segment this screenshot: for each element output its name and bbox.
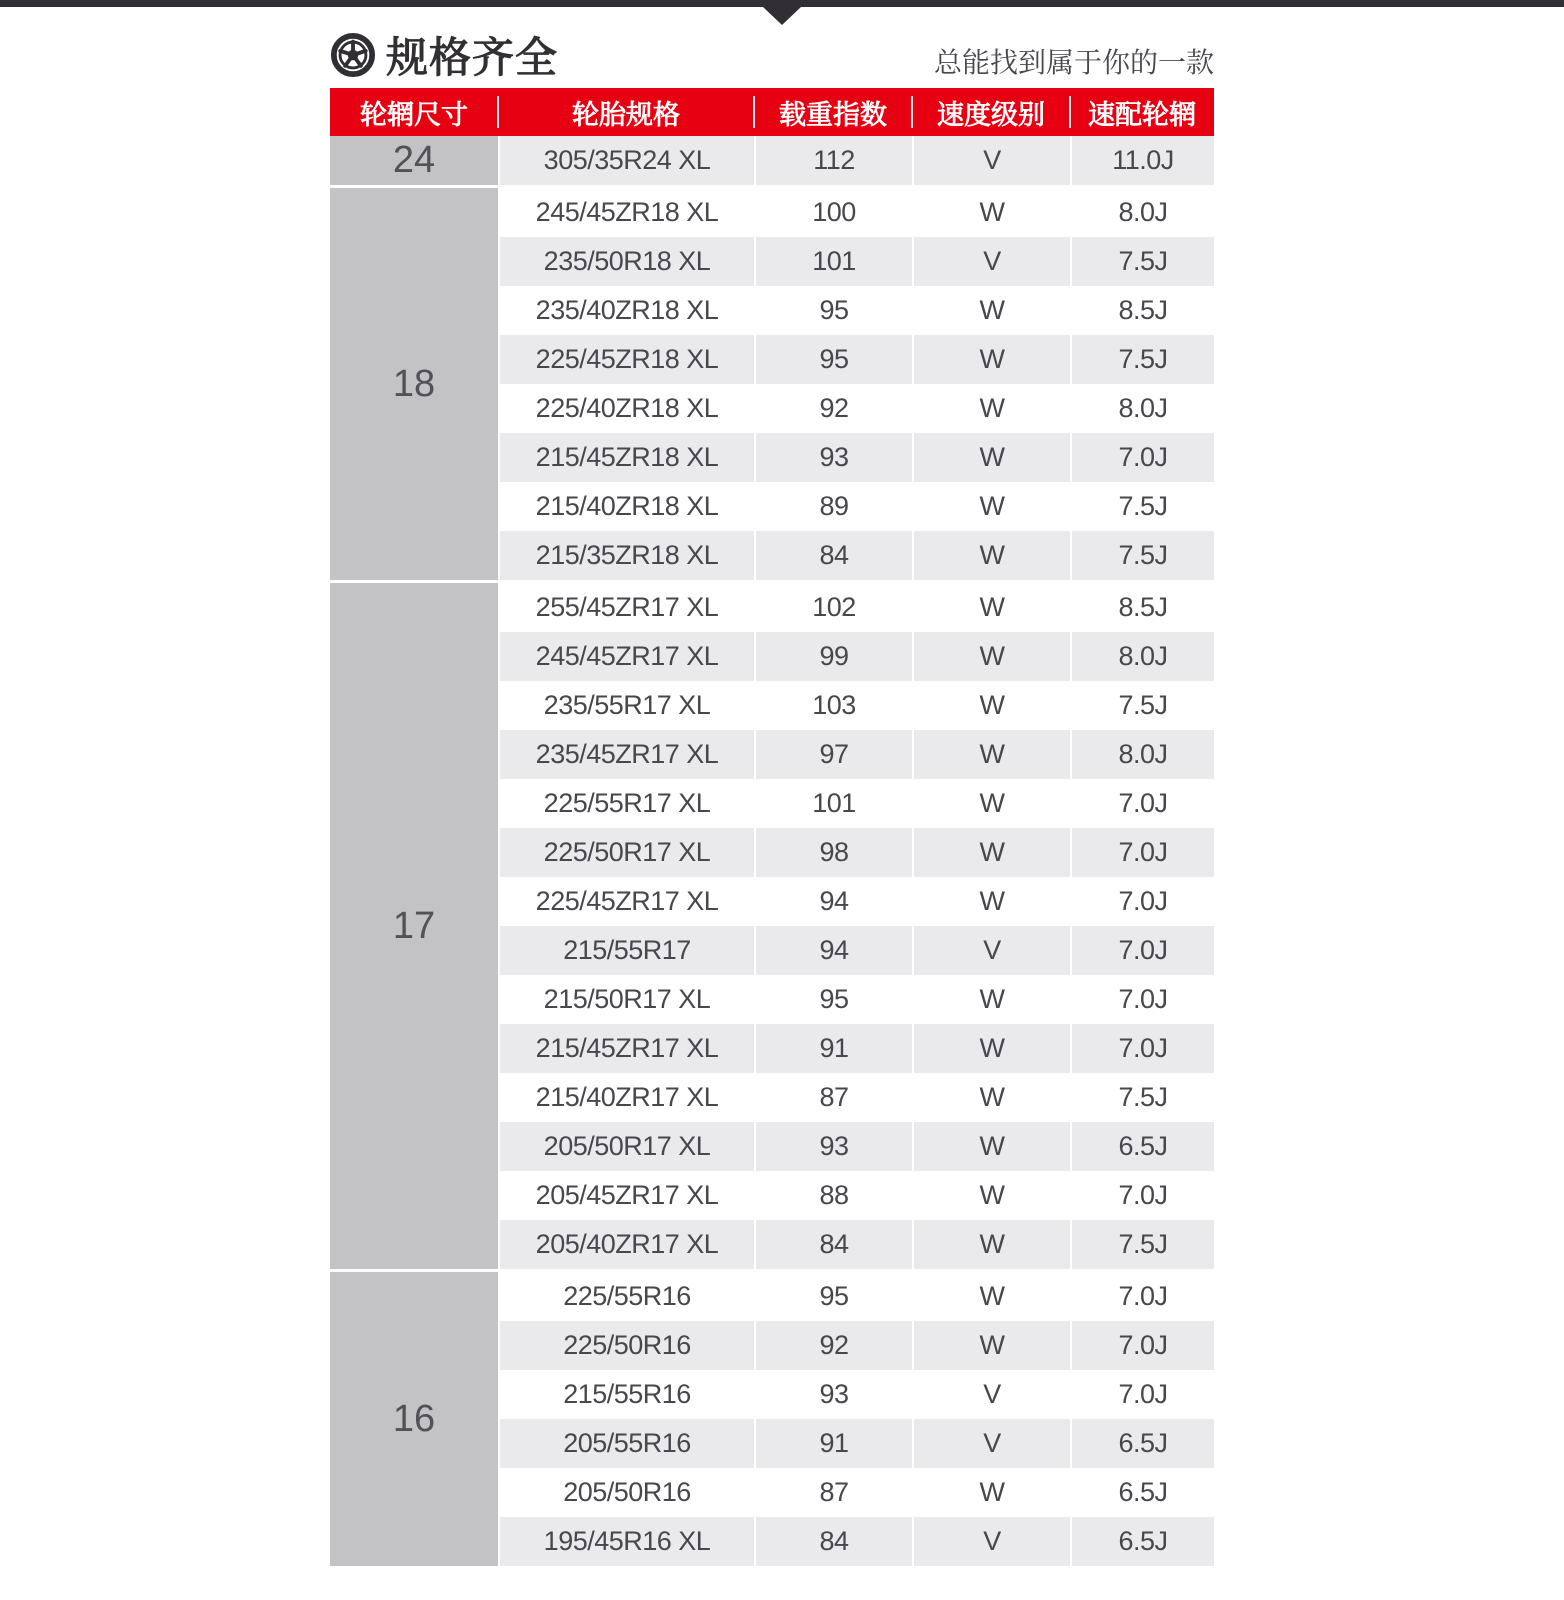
- cell-tire-spec: 215/50R17 XL: [498, 975, 754, 1024]
- cell-speed-rating: V: [912, 926, 1070, 975]
- cell-matched-rim: 8.5J: [1070, 286, 1214, 335]
- cell-matched-rim: 7.0J: [1070, 779, 1214, 828]
- table-row: [498, 1024, 1214, 1073]
- rim-size-cell: 17: [330, 583, 498, 1269]
- cell-load-index: 100: [754, 188, 912, 237]
- cell-matched-rim: 7.0J: [1070, 1272, 1214, 1321]
- section-subtitle: 总能找到属于你的一款: [933, 47, 1214, 78]
- rim-size-cell: 24: [330, 136, 498, 185]
- cell-matched-rim: 7.5J: [1070, 482, 1214, 531]
- table-row: [498, 1122, 1214, 1171]
- cell-speed-rating: W: [912, 1171, 1070, 1220]
- cell-speed-rating: W: [912, 975, 1070, 1024]
- cell-load-index: 101: [754, 779, 912, 828]
- rim-size-cell: 18: [330, 188, 498, 580]
- cell-tire-spec: 245/45ZR17 XL: [498, 632, 754, 681]
- cell-speed-rating: W: [912, 1073, 1070, 1122]
- column-header-rim-size: 轮辋尺寸: [360, 99, 468, 130]
- cell-tire-spec: 215/35ZR18 XL: [498, 531, 754, 580]
- cell-load-index: 112: [754, 136, 912, 185]
- cell-tire-spec: 225/55R16: [498, 1272, 754, 1321]
- cell-speed-rating: W: [912, 681, 1070, 730]
- cell-matched-rim: 7.5J: [1070, 1073, 1214, 1122]
- cell-matched-rim: 7.0J: [1070, 433, 1214, 482]
- cell-speed-rating: W: [912, 1321, 1070, 1370]
- table-row: [498, 1468, 1214, 1517]
- cell-speed-rating: V: [912, 1370, 1070, 1419]
- section-title: 规格齐全: [386, 34, 559, 81]
- cell-matched-rim: 7.0J: [1070, 1321, 1214, 1370]
- cell-tire-spec: 235/40ZR18 XL: [498, 286, 754, 335]
- cell-load-index: 93: [754, 1370, 912, 1419]
- cell-matched-rim: 7.5J: [1070, 1220, 1214, 1269]
- cell-tire-spec: 215/40ZR17 XL: [498, 1073, 754, 1122]
- table-row: [498, 1073, 1214, 1122]
- cell-matched-rim: 7.0J: [1070, 1024, 1214, 1073]
- cell-tire-spec: 205/55R16: [498, 1419, 754, 1468]
- top-banner-bar: [0, 0, 1564, 7]
- rim-group-18: [330, 188, 1214, 580]
- cell-speed-rating: W: [912, 1272, 1070, 1321]
- cell-matched-rim: 8.0J: [1070, 632, 1214, 681]
- tire-spec-table: [330, 88, 1214, 1566]
- cell-load-index: 97: [754, 730, 912, 779]
- cell-load-index: 91: [754, 1024, 912, 1073]
- cell-tire-spec: 305/35R24 XL: [498, 136, 754, 185]
- cell-tire-spec: 215/45ZR17 XL: [498, 1024, 754, 1073]
- cell-tire-spec: 215/40ZR18 XL: [498, 482, 754, 531]
- cell-tire-spec: 205/40ZR17 XL: [498, 1220, 754, 1269]
- cell-matched-rim: 7.0J: [1070, 877, 1214, 926]
- cell-matched-rim: 7.5J: [1070, 531, 1214, 580]
- cell-speed-rating: W: [912, 531, 1070, 580]
- table-row: [498, 531, 1214, 580]
- table-row: [498, 482, 1214, 531]
- cell-load-index: 99: [754, 632, 912, 681]
- cell-load-index: 89: [754, 482, 912, 531]
- cell-speed-rating: W: [912, 730, 1070, 779]
- table-row: [498, 237, 1214, 286]
- cell-tire-spec: 225/40ZR18 XL: [498, 384, 754, 433]
- cell-matched-rim: 8.0J: [1070, 730, 1214, 779]
- cell-matched-rim: 7.0J: [1070, 1370, 1214, 1419]
- cell-load-index: 102: [754, 583, 912, 632]
- table-row: [498, 1419, 1214, 1468]
- table-header-row: [330, 88, 1214, 136]
- table-row: [498, 583, 1214, 632]
- cell-load-index: 88: [754, 1171, 912, 1220]
- table-row: [498, 1272, 1214, 1321]
- cell-speed-rating: W: [912, 433, 1070, 482]
- cell-tire-spec: 205/45ZR17 XL: [498, 1171, 754, 1220]
- cell-tire-spec: 215/55R17: [498, 926, 754, 975]
- table-row: [498, 632, 1214, 681]
- cell-speed-rating: W: [912, 1220, 1070, 1269]
- cell-tire-spec: 255/45ZR17 XL: [498, 583, 754, 632]
- cell-load-index: 87: [754, 1073, 912, 1122]
- banner-arrow-icon: [763, 7, 801, 25]
- section-header: [330, 26, 1214, 84]
- cell-tire-spec: 245/45ZR18 XL: [498, 188, 754, 237]
- rim-group-24: [330, 136, 1214, 185]
- cell-matched-rim: 6.5J: [1070, 1419, 1214, 1468]
- column-header-speed-rating: 速度级别: [912, 88, 1070, 136]
- table-row: [498, 1321, 1214, 1370]
- table-row: [498, 828, 1214, 877]
- cell-speed-rating: W: [912, 779, 1070, 828]
- title-wrap: [330, 25, 558, 85]
- cell-tire-spec: 225/50R17 XL: [498, 828, 754, 877]
- cell-load-index: 98: [754, 828, 912, 877]
- cell-tire-spec: 225/45ZR18 XL: [498, 335, 754, 384]
- table-row: [498, 730, 1214, 779]
- cell-speed-rating: V: [912, 1419, 1070, 1468]
- cell-speed-rating: V: [912, 1517, 1070, 1566]
- rim-group-16: [330, 1272, 1214, 1566]
- cell-matched-rim: 6.5J: [1070, 1517, 1214, 1566]
- table-row: [498, 681, 1214, 730]
- cell-matched-rim: 6.5J: [1070, 1122, 1214, 1171]
- cell-load-index: 87: [754, 1468, 912, 1517]
- column-header-tire-spec: 轮胎规格: [498, 88, 754, 136]
- cell-speed-rating: V: [912, 237, 1070, 286]
- cell-load-index: 84: [754, 1220, 912, 1269]
- cell-matched-rim: 7.0J: [1070, 1171, 1214, 1220]
- cell-speed-rating: W: [912, 286, 1070, 335]
- cell-tire-spec: 195/45R16 XL: [498, 1517, 754, 1566]
- rim-group-17: [330, 583, 1214, 1269]
- cell-load-index: 91: [754, 1419, 912, 1468]
- cell-matched-rim: 7.0J: [1070, 926, 1214, 975]
- table-row: [498, 286, 1214, 335]
- cell-load-index: 84: [754, 531, 912, 580]
- cell-tire-spec: 215/55R16: [498, 1370, 754, 1419]
- rim-size-cell: 16: [330, 1272, 498, 1566]
- cell-load-index: 93: [754, 433, 912, 482]
- column-header-matched-rim: 速配轮辋: [1070, 88, 1214, 136]
- cell-matched-rim: 7.0J: [1070, 975, 1214, 1024]
- cell-load-index: 95: [754, 1272, 912, 1321]
- cell-matched-rim: 7.5J: [1070, 335, 1214, 384]
- cell-speed-rating: W: [912, 583, 1070, 632]
- cell-load-index: 95: [754, 286, 912, 335]
- table-row: [498, 136, 1214, 185]
- cell-load-index: 94: [754, 877, 912, 926]
- cell-speed-rating: W: [912, 335, 1070, 384]
- table-row: [498, 1171, 1214, 1220]
- cell-load-index: 95: [754, 975, 912, 1024]
- cell-speed-rating: W: [912, 1122, 1070, 1171]
- cell-speed-rating: W: [912, 1468, 1070, 1517]
- cell-matched-rim: 6.5J: [1070, 1468, 1214, 1517]
- table-row: [498, 877, 1214, 926]
- cell-matched-rim: 7.5J: [1070, 237, 1214, 286]
- cell-load-index: 92: [754, 384, 912, 433]
- table-row: [498, 779, 1214, 828]
- cell-speed-rating: W: [912, 384, 1070, 433]
- cell-speed-rating: W: [912, 188, 1070, 237]
- cell-load-index: 84: [754, 1517, 912, 1566]
- cell-tire-spec: 235/55R17 XL: [498, 681, 754, 730]
- cell-tire-spec: 225/45ZR17 XL: [498, 877, 754, 926]
- table-row: [498, 926, 1214, 975]
- cell-load-index: 103: [754, 681, 912, 730]
- wheel-icon: [330, 32, 376, 78]
- cell-speed-rating: W: [912, 1024, 1070, 1073]
- table-row: [498, 1370, 1214, 1419]
- cell-speed-rating: W: [912, 828, 1070, 877]
- table-row: [498, 433, 1214, 482]
- cell-tire-spec: 235/45ZR17 XL: [498, 730, 754, 779]
- cell-load-index: 93: [754, 1122, 912, 1171]
- cell-load-index: 95: [754, 335, 912, 384]
- cell-matched-rim: 7.5J: [1070, 681, 1214, 730]
- cell-speed-rating: V: [912, 136, 1070, 185]
- cell-matched-rim: 8.0J: [1070, 188, 1214, 237]
- table-row: [498, 1517, 1214, 1566]
- table-row: [498, 975, 1214, 1024]
- cell-tire-spec: 215/45ZR18 XL: [498, 433, 754, 482]
- cell-load-index: 92: [754, 1321, 912, 1370]
- cell-speed-rating: W: [912, 632, 1070, 681]
- cell-speed-rating: W: [912, 482, 1070, 531]
- cell-speed-rating: W: [912, 877, 1070, 926]
- table-row: [498, 335, 1214, 384]
- cell-tire-spec: 205/50R17 XL: [498, 1122, 754, 1171]
- cell-tire-spec: 225/55R17 XL: [498, 779, 754, 828]
- cell-tire-spec: 205/50R16: [498, 1468, 754, 1517]
- cell-load-index: 101: [754, 237, 912, 286]
- cell-matched-rim: 8.0J: [1070, 384, 1214, 433]
- table-body: [330, 136, 1214, 1566]
- column-header-load-index: 载重指数: [754, 88, 912, 136]
- cell-tire-spec: 235/50R18 XL: [498, 237, 754, 286]
- cell-matched-rim: 11.0J: [1070, 136, 1214, 185]
- table-row: [498, 188, 1214, 237]
- cell-matched-rim: 7.0J: [1070, 828, 1214, 877]
- table-row: [498, 384, 1214, 433]
- cell-tire-spec: 225/50R16: [498, 1321, 754, 1370]
- cell-matched-rim: 8.5J: [1070, 583, 1214, 632]
- cell-load-index: 94: [754, 926, 912, 975]
- table-row: [498, 1220, 1214, 1269]
